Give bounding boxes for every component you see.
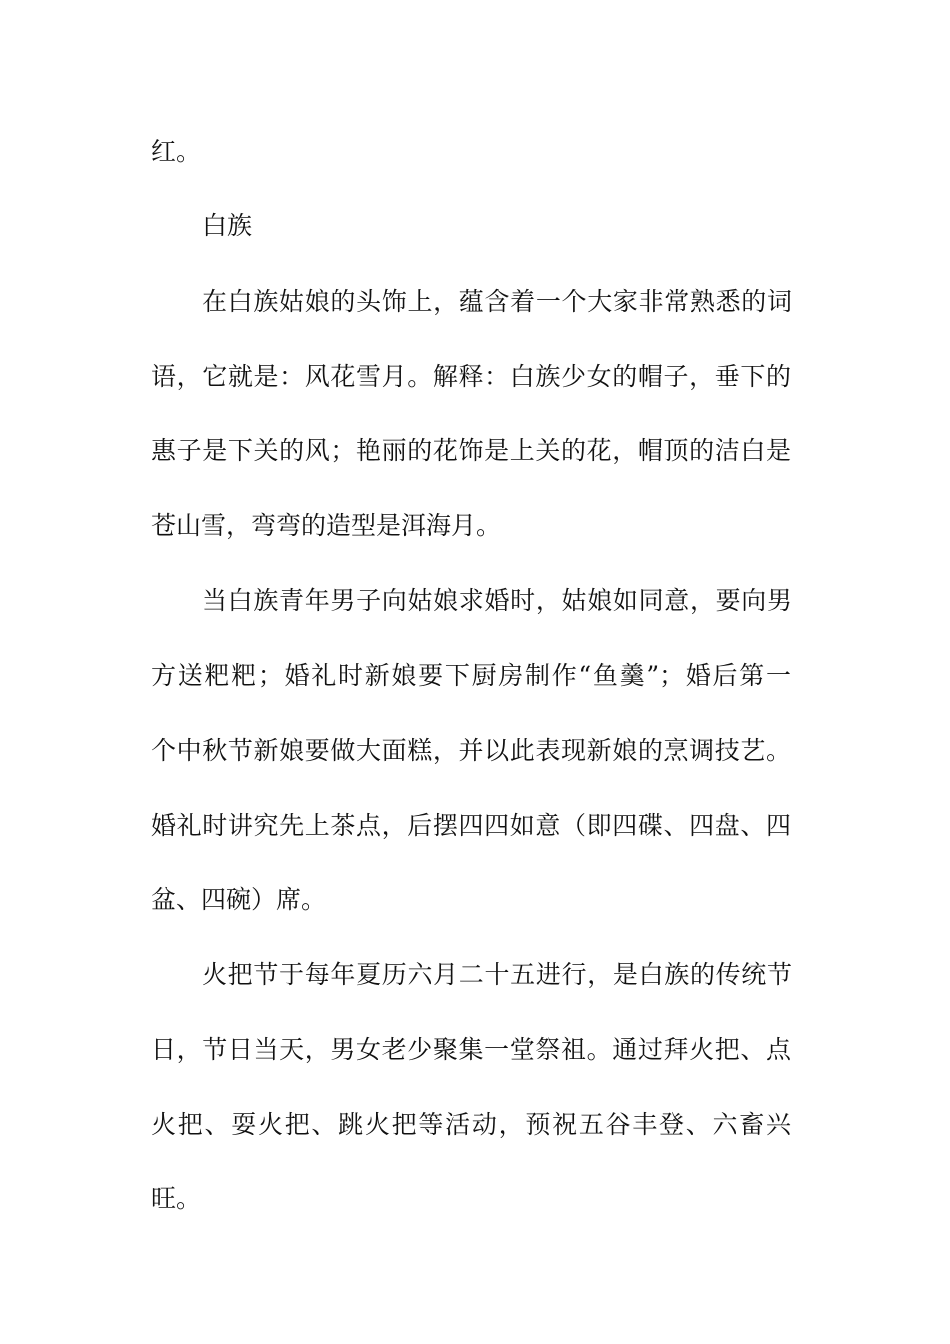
section-heading: 白族 xyxy=(202,211,253,240)
text-line-12: 火把节于每年夏历六月二十五进行，是白族的传统节 xyxy=(202,960,792,989)
text-line-14: 火把、耍火把、跳火把等活动，预祝五谷丰登、六畜兴 xyxy=(151,1110,791,1139)
text-line-4: 语，它就是：风花雪月。解释：白族少女的帽子，垂下的 xyxy=(151,362,791,391)
text-line-10: 婚礼时讲究先上茶点，后摆四四如意（即四碟、四盘、四 xyxy=(151,811,791,840)
text-line-3: 在白族姑娘的头饰上，蕴含着一个大家非常熟悉的词 xyxy=(202,287,792,316)
text-line-15: 旺。 xyxy=(151,1184,202,1213)
text-line-8: 方送粑粑；婚礼时新娘要下厨房制作“鱼羹”；婚后第一 xyxy=(151,661,791,690)
text-line-9: 个中秋节新娘要做大面糕，并以此表现新娘的烹调技艺。 xyxy=(151,736,791,765)
text-line-13: 日，节日当天，男女老少聚集一堂祭祖。通过拜火把、点 xyxy=(151,1035,791,1064)
text-line-7: 当白族青年男子向姑娘求婚时，姑娘如同意，要向男 xyxy=(202,586,792,615)
text-line-11: 盆、四碗）席。 xyxy=(151,885,327,914)
text-line-1: 红。 xyxy=(151,137,202,166)
text-line-6: 苍山雪，弯弯的造型是洱海月。 xyxy=(151,511,502,540)
text-line-5: 惠子是下关的风；艳丽的花饰是上关的花，帽顶的洁白是 xyxy=(151,436,791,465)
